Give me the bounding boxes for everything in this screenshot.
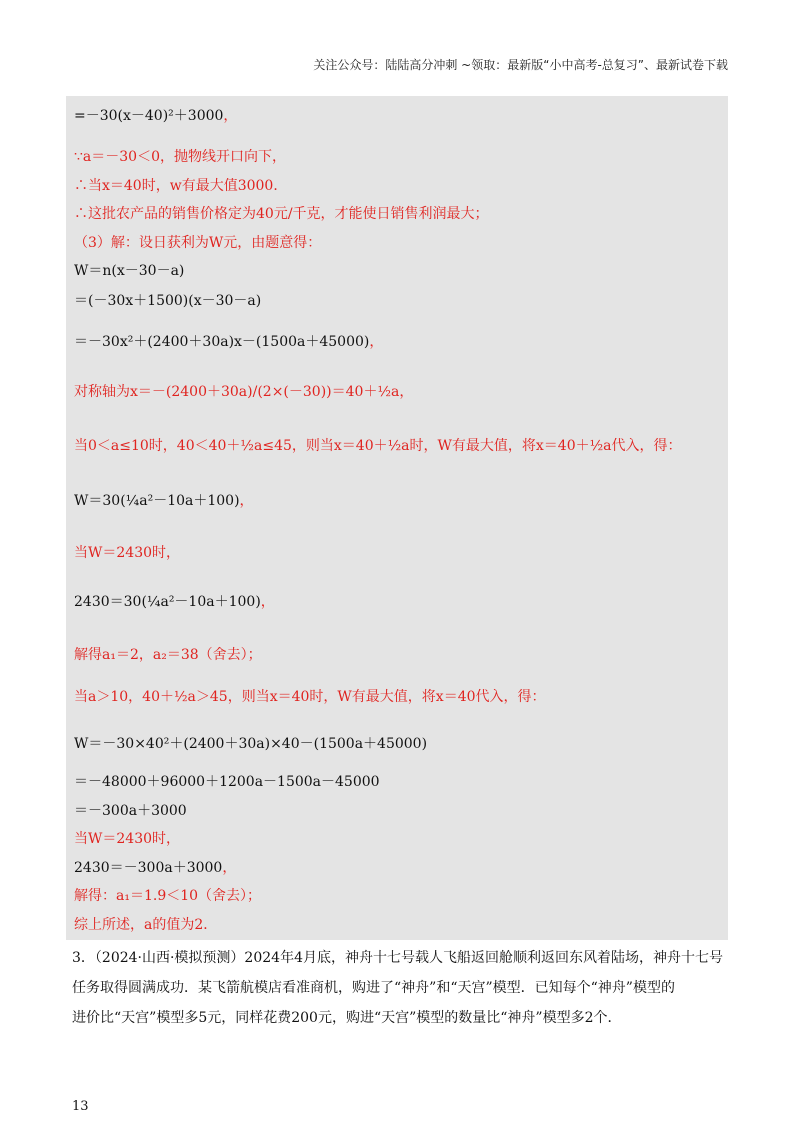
line-math: W＝n(x－30－a)	[74, 263, 185, 279]
solution-line	[74, 915, 217, 935]
line-math: 2430＝－300a＋3000	[74, 860, 223, 876]
problem-line: 3．（2024·山西·模拟预测）2024年4月底，神舟十七号载人飞船返回舱顺利返回东风着陆场，神舟十七号	[72, 950, 723, 966]
line-note: 解得a₁＝2，a₂＝38（舍去）；	[74, 647, 262, 663]
line-note: ，	[222, 860, 237, 876]
line-note: ，	[369, 334, 384, 350]
solution-line	[74, 491, 254, 511]
solution-line	[74, 829, 180, 849]
line-note: ，	[223, 108, 238, 124]
line-note: 当a＞10，40＋½a＞45，则当x＝40时，W有最大值，将x＝40代入，得：	[74, 689, 546, 705]
line-math: ＝－30x²＋(2400＋30a)x－(1500a＋45000)	[74, 334, 370, 350]
line-note: ∴这批农产品的销售价格定为40元/千克，才能使日销售利润最大；	[74, 206, 489, 222]
solution-line	[74, 734, 427, 754]
page-number: 13	[72, 1099, 89, 1114]
solution-block	[66, 96, 728, 940]
line-note: 当0＜a≤10时，40＜40＋½a≤45，则当x＝40＋½a时，W有最大值，将x＝40＋½a代入，得：	[74, 438, 682, 454]
line-note: 解得：a₁＝1.9＜10（舍去）；	[74, 888, 262, 904]
line-note: ∴当x＝40时，w有最大值3000．	[74, 178, 288, 194]
line-note: 当W＝2430时，	[74, 831, 181, 847]
line-math: ＝(－30x＋1500)(x－30－a)	[74, 293, 262, 309]
line-math: 2430＝30(¼a²－10a＋100)	[74, 594, 261, 610]
solution-line	[74, 147, 286, 167]
line-math: W＝－30×40²＋(2400＋30a)×40－(1500a＋45000)	[74, 736, 428, 752]
solution-line	[74, 382, 413, 402]
line-math: ＝－48000＋96000＋1200a－1500a－45000	[74, 774, 380, 790]
line-note: （3）解：设日获利为W元，由题意得：	[74, 235, 322, 251]
solution-line	[74, 886, 261, 906]
problem-line: 任务取得圆满成功．某飞箭航模店看准商机，购进了“神舟”和“天宫”模型．已知每个“神舟”模型的	[72, 980, 675, 996]
solution-line	[74, 436, 682, 456]
line-note: 对称轴为x＝－(2400＋30a)/(2×(－30))＝40＋½a，	[74, 384, 414, 400]
solution-line	[74, 233, 321, 253]
solution-line	[74, 106, 237, 126]
solution-line	[74, 543, 180, 563]
page-header: 关注公众号：陆陆高分冲刺 ~领取：最新版“小中高考-总复习”、最新试卷下载	[313, 58, 728, 72]
line-math: =－30(x－40)²＋3000	[74, 108, 224, 124]
line-note: ，	[239, 493, 254, 509]
solution-line	[74, 176, 287, 196]
solution-line	[74, 204, 489, 224]
line-math: W＝30(¼a²－10a＋100)	[74, 493, 240, 509]
line-note: ∵a＝－30＜0，抛物线开口向下，	[74, 149, 286, 165]
solution-line	[74, 772, 380, 792]
solution-line	[74, 291, 261, 311]
solution-line	[74, 592, 275, 612]
line-note: ，	[260, 594, 275, 610]
solution-line	[74, 261, 184, 281]
line-math: ＝－300a＋3000	[74, 803, 187, 819]
line-note: 当W＝2430时，	[74, 545, 181, 561]
solution-line	[74, 687, 546, 707]
solution-line	[74, 645, 262, 665]
solution-line	[74, 858, 236, 878]
solution-line	[74, 332, 383, 352]
problem-line: 进价比“天宫”模型多5元，同样花费200元，购进“天宫”模型的数量比“神舟”模型多2个．	[72, 1010, 622, 1026]
solution-line	[74, 801, 187, 821]
line-note: 综上所述，a的值为2．	[74, 917, 218, 933]
